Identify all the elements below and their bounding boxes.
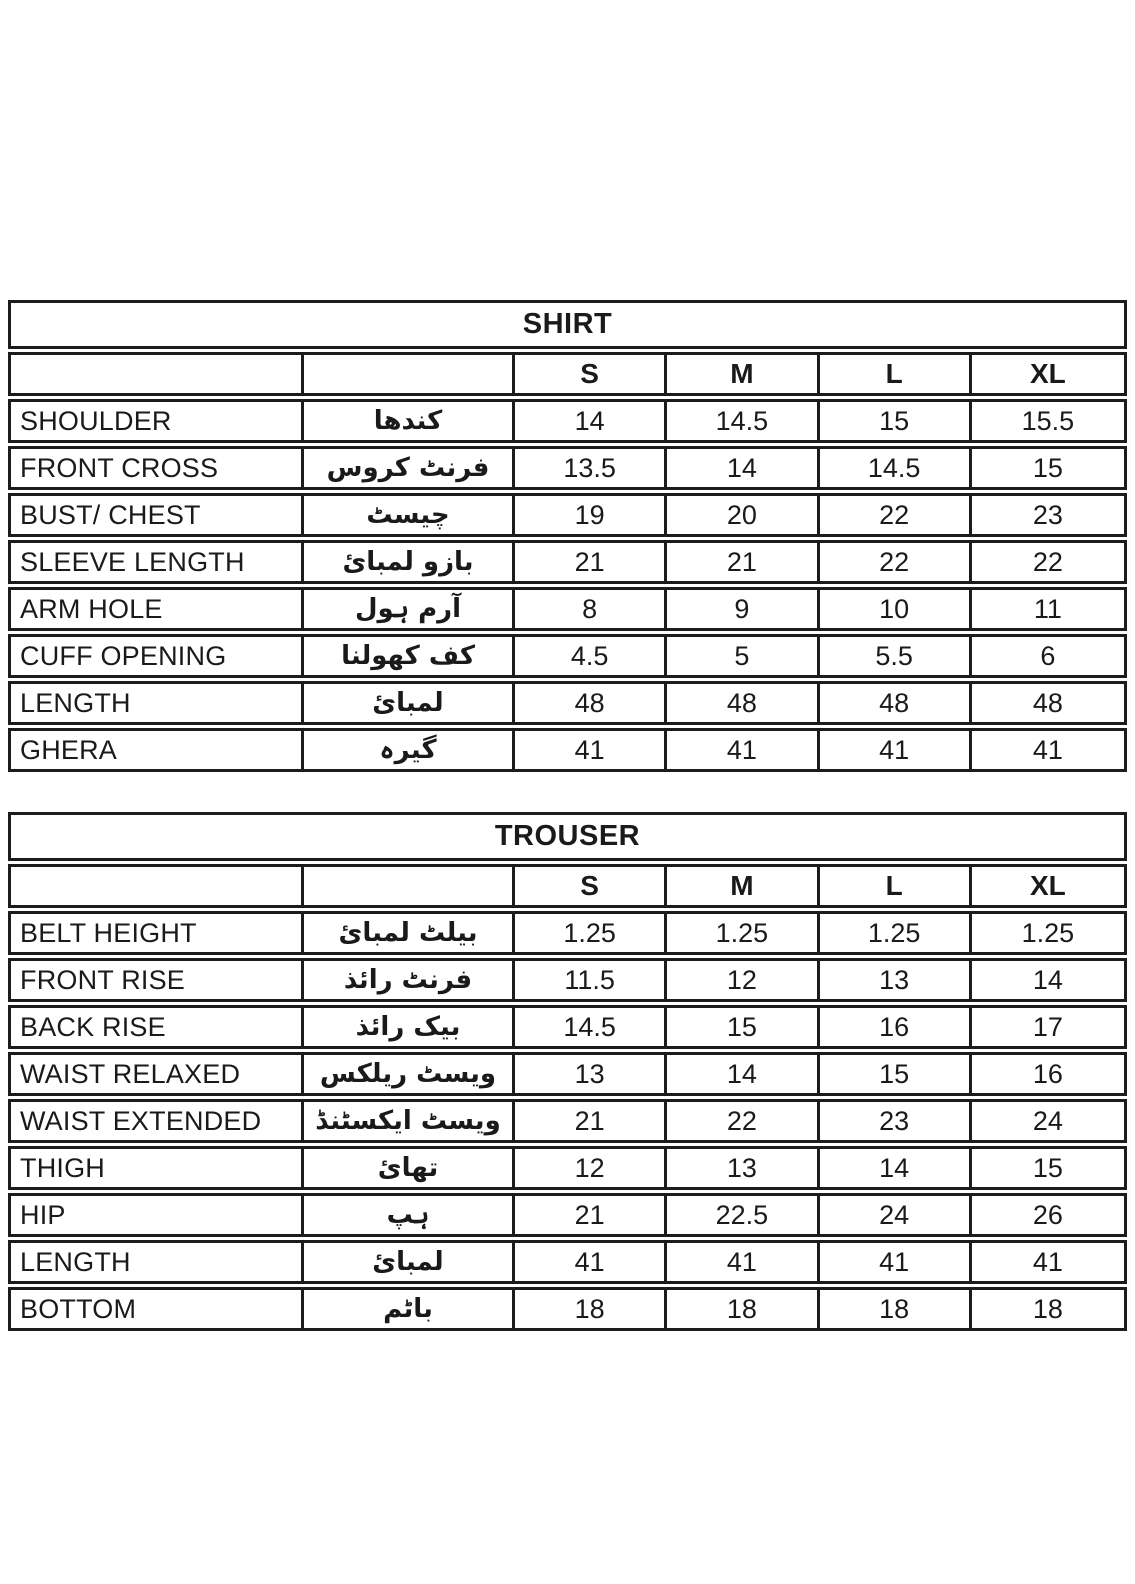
size-value-m: 15	[667, 1008, 819, 1046]
row-label-urdu: کندھا	[304, 402, 515, 440]
table-row	[8, 634, 1127, 678]
size-value-xl: 15	[1032, 452, 1063, 483]
table-title-row	[8, 300, 1127, 349]
table-title: TROUSER	[494, 820, 641, 852]
size-value-s: 8	[515, 590, 667, 628]
size-value-l: 15	[820, 402, 972, 440]
size-value-s: 12	[515, 1149, 667, 1187]
row-label: BOTTOM	[11, 1290, 304, 1328]
size-header-l: L	[820, 867, 972, 905]
size-value-l: 5.5	[820, 637, 972, 675]
row-label-urdu: بازو لمبائ	[304, 543, 515, 581]
size-value-m: 22.5	[667, 1196, 819, 1234]
size-value-xl: 41	[1032, 1246, 1063, 1277]
size-value-m: 41	[667, 1243, 819, 1281]
table-header-row	[8, 352, 1127, 396]
table-row	[8, 399, 1127, 443]
table-row	[8, 1287, 1127, 1331]
size-value-xl: 11	[1033, 593, 1062, 624]
row-label-urdu: چیسٹ	[304, 496, 515, 534]
row-label-urdu: تھائ	[304, 1149, 515, 1187]
row-label: THIGH	[11, 1149, 304, 1187]
table-row	[8, 1146, 1127, 1190]
row-label-urdu: لمبائ	[304, 1243, 515, 1281]
table-row	[8, 681, 1127, 725]
table-title-row	[8, 812, 1127, 861]
size-value-xl: 41	[1032, 734, 1063, 765]
row-label: ARM HOLE	[11, 590, 304, 628]
size-table-shirt	[8, 300, 1127, 772]
size-value-xl: 22	[1032, 546, 1063, 577]
tables	[8, 300, 1127, 1331]
size-value-s: 21	[515, 1102, 667, 1140]
table-row	[8, 446, 1127, 490]
size-value-xl: 23	[1032, 499, 1063, 530]
table-title: SHIRT	[522, 308, 613, 340]
size-value-xl: 18	[1032, 1293, 1063, 1324]
size-value-s: 4.5	[515, 637, 667, 675]
table-row	[8, 1005, 1127, 1049]
size-value-l: 24	[820, 1196, 972, 1234]
row-label-urdu: لمبائ	[304, 684, 515, 722]
row-label: WAIST RELAXED	[11, 1055, 304, 1093]
size-value-m: 18	[667, 1290, 819, 1328]
header-empty-urdu-cell	[304, 867, 515, 905]
size-value-s: 19	[515, 496, 667, 534]
size-value-s: 48	[515, 684, 667, 722]
size-value-xl: 17	[1032, 1011, 1063, 1042]
size-value-s: 1.25	[515, 914, 667, 952]
table-row	[8, 540, 1127, 584]
size-value-m: 14	[667, 1055, 819, 1093]
size-value-m: 20	[667, 496, 819, 534]
table-row	[8, 493, 1127, 537]
size-value-xl: 6	[1040, 640, 1056, 671]
row-label-urdu: باٹم	[304, 1290, 515, 1328]
row-label-urdu: ہپ	[304, 1196, 515, 1234]
size-value-xl: 48	[1032, 687, 1063, 718]
size-value-s: 13.5	[515, 449, 667, 487]
row-label: CUFF OPENING	[11, 637, 304, 675]
size-value-l: 15	[820, 1055, 972, 1093]
size-value-s: 14	[515, 402, 667, 440]
row-label-urdu: ویسٹ ریلکس	[304, 1055, 515, 1093]
row-label: GHERA	[11, 731, 304, 769]
size-value-xl: 1.25	[1021, 917, 1075, 948]
row-label: FRONT RISE	[11, 961, 304, 999]
size-value-s: 21	[515, 1196, 667, 1234]
size-value-xl: 14	[1032, 964, 1063, 995]
size-header-l: L	[820, 355, 972, 393]
size-value-l: 10	[820, 590, 972, 628]
size-value-s: 11.5	[515, 961, 667, 999]
size-value-l: 48	[820, 684, 972, 722]
row-label-urdu: فرنٹ کروس	[304, 449, 515, 487]
size-value-m: 14	[667, 449, 819, 487]
size-value-m: 22	[667, 1102, 819, 1140]
row-label: FRONT CROSS	[11, 449, 304, 487]
size-value-l: 13	[820, 961, 972, 999]
size-value-xl: 24	[1032, 1105, 1063, 1136]
row-label: SHOULDER	[11, 402, 304, 440]
row-label-urdu: آرم ہول	[304, 590, 515, 628]
size-value-s: 13	[515, 1055, 667, 1093]
row-label-urdu: کف کھولنا	[304, 637, 515, 675]
row-label: LENGTH	[11, 684, 304, 722]
table-row	[8, 1052, 1127, 1096]
header-empty-label-cell	[11, 867, 304, 905]
header-empty-label-cell	[11, 355, 304, 393]
size-value-m: 12	[667, 961, 819, 999]
size-header-m: M	[667, 355, 819, 393]
size-value-m: 9	[667, 590, 819, 628]
row-label: LENGTH	[11, 1243, 304, 1281]
size-value-xl: 16	[1032, 1058, 1063, 1089]
size-value-l: 22	[820, 543, 972, 581]
size-value-l: 14.5	[820, 449, 972, 487]
row-label-urdu: فرنٹ رائذ	[304, 961, 515, 999]
size-value-m: 1.25	[667, 914, 819, 952]
table-row	[8, 587, 1127, 631]
row-label: HIP	[11, 1196, 304, 1234]
size-value-m: 48	[667, 684, 819, 722]
size-value-m: 13	[667, 1149, 819, 1187]
table-row	[8, 728, 1127, 772]
size-value-l: 18	[820, 1290, 972, 1328]
size-header-m: M	[667, 867, 819, 905]
size-value-s: 14.5	[515, 1008, 667, 1046]
size-header-s: S	[515, 867, 667, 905]
size-value-l: 16	[820, 1008, 972, 1046]
row-label-urdu: ویسٹ ایکسٹنڈ	[304, 1102, 515, 1140]
table-row	[8, 958, 1127, 1002]
size-table-trouser	[8, 812, 1127, 1331]
header-empty-urdu-cell	[304, 355, 515, 393]
size-header-xl: XL	[1029, 358, 1066, 389]
size-header-xl: XL	[1029, 870, 1066, 901]
size-value-l: 14	[820, 1149, 972, 1187]
row-label: BUST/ CHEST	[11, 496, 304, 534]
table-header-row	[8, 864, 1127, 908]
table-row	[8, 1193, 1127, 1237]
size-value-xl: 15.5	[1021, 405, 1075, 436]
size-value-xl: 15	[1032, 1152, 1063, 1183]
row-label: WAIST EXTENDED	[11, 1102, 304, 1140]
table-row	[8, 911, 1127, 955]
size-value-s: 21	[515, 543, 667, 581]
size-value-m: 41	[667, 731, 819, 769]
table-row	[8, 1099, 1127, 1143]
size-value-m: 21	[667, 543, 819, 581]
row-label-urdu: گیرہ	[304, 731, 515, 769]
size-value-xl: 26	[1032, 1199, 1063, 1230]
row-label: SLEEVE LENGTH	[11, 543, 304, 581]
size-value-m: 14.5	[667, 402, 819, 440]
size-value-s: 41	[515, 731, 667, 769]
size-value-l: 41	[820, 731, 972, 769]
size-value-l: 41	[820, 1243, 972, 1281]
row-label-urdu: بیک رائذ	[304, 1008, 515, 1046]
table-row	[8, 1240, 1127, 1284]
size-value-l: 22	[820, 496, 972, 534]
size-header-s: S	[515, 355, 667, 393]
row-label: BACK RISE	[11, 1008, 304, 1046]
row-label: BELT HEIGHT	[11, 914, 304, 952]
size-value-s: 41	[515, 1243, 667, 1281]
size-value-l: 23	[820, 1102, 972, 1140]
size-value-m: 5	[667, 637, 819, 675]
size-value-l: 1.25	[820, 914, 972, 952]
size-value-s: 18	[515, 1290, 667, 1328]
row-label-urdu: بیلٹ لمبائ	[304, 914, 515, 952]
